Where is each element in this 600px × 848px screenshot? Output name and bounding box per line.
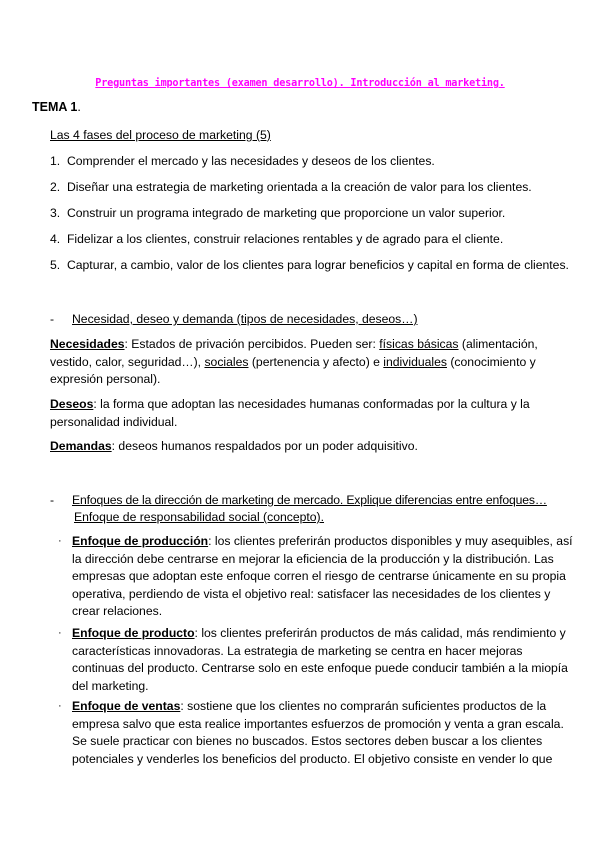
list-item (50, 180, 532, 194)
section-dash: - (50, 312, 55, 326)
paragraph-text: (conocimiento y expresión personal). (50, 354, 536, 386)
bullet: · (58, 627, 62, 639)
paragraph-text: : la forma que adoptan las necesidades humanas conformadas por la cultura y la personalidad individual. (50, 397, 530, 429)
list-number: 1. (50, 154, 61, 168)
enfoque-produccion-paragraph (72, 533, 577, 621)
list-item (50, 154, 435, 168)
list-text: Comprender el mercado y las necesidades y deseos de los clientes. (66, 154, 435, 168)
bullet: · (58, 535, 62, 547)
list-text: Diseñar una estrategia de marketing orientada a la creación de valor para los clientes. (66, 180, 532, 194)
paragraph-text: : sostiene que los clientes no comprarán suficientes productos de la empresa salvo que esta realice importantes esfuerzos de promoción y venta a gran escala. Se suele practicar con bienes no buscados. Estos sectores deben buscar a los clientes potenciales y venderles los beneficios del producto. El objetivo consiste en vender lo que (72, 699, 564, 766)
paragraph-text: (alimentación, vestido, calor, seguridad…), (50, 337, 538, 369)
paragraph-text: : Estados de privación percibidos. Pueden ser: (124, 337, 380, 351)
list-number: 3. (50, 206, 61, 220)
bullet: · (58, 700, 62, 712)
list-item (50, 206, 505, 220)
deseos-paragraph (50, 396, 550, 431)
enfoque-ventas-paragraph (72, 698, 572, 768)
deseos-term: Deseos (50, 397, 94, 411)
list-item (50, 232, 503, 246)
tema-heading (32, 100, 81, 114)
enfoque-produccion-term: Enfoque de producción (72, 534, 209, 548)
tema-label: TEMA 1 (32, 100, 78, 114)
paragraph-text: (pertenencia y afecto) e (248, 354, 384, 369)
paragraph-text: : deseos humanos respaldados por un poder adquisitivo. (111, 439, 418, 453)
list-number: 2. (50, 180, 61, 194)
tema-suffix: . (77, 100, 81, 114)
list-text: Capturar, a cambio, valor de los clientes para lograr beneficios y capital en forma de clientes. (66, 258, 569, 272)
list-text: Fidelizar a los clientes, construir relaciones rentables y de agrado para el cliente. (66, 232, 504, 246)
enfoque-producto-term: Enfoque de producto (72, 626, 195, 640)
list-text: Construir un programa integrado de marketing que proporcione un valor superior. (66, 206, 506, 220)
demandas-term: Demandas (50, 439, 112, 453)
paragraph-text: : los clientes preferirán productos de más calidad, más rendimiento y características innovadoras. La estrategia de marketing se centra en hacer mejoras continuas del producto. Centrarse solo en este enfoque puede conducir también a la miopía del marketing. (72, 626, 568, 693)
list-item (50, 258, 569, 272)
demandas-paragraph (50, 438, 570, 456)
list-number: 4. (50, 232, 61, 246)
necesidades-paragraph (50, 336, 570, 389)
enfoques-heading-line2: Enfoque de responsabilidad social (concepto). (74, 510, 325, 524)
necesidades-term: Necesidades (50, 337, 125, 351)
list-number: 5. (50, 258, 61, 272)
document-title: Preguntas importantes (examen desarrollo). Introducción al marketing. (95, 78, 505, 89)
section-dash: - (50, 493, 55, 507)
fisicas-term: físicas básicas (379, 337, 459, 351)
enfoques-heading-line1: Enfoques de la dirección de marketing de mercado. Explique diferencias entre enfoques… (72, 493, 547, 507)
necesidad-heading: Necesidad, deseo y demanda (tipos de necesidades, deseos…) (72, 312, 418, 326)
paragraph-text: : los clientes preferirán productos disponibles y muy asequibles, así la dirección debe centrarse en mejorar la eficiencia de la producción y la distribución. Las empresas que adoptan este enfoque corren el riesgo de centrarse únicamente en su propia operativa, perdiendo de vista el objetivo real: satisfacer las necesidades de los clientes y crear relaciones. (72, 534, 573, 618)
enfoque-producto-paragraph (72, 625, 572, 695)
fases-heading: Las 4 fases del proceso de marketing (5) (50, 128, 271, 142)
sociales-term: sociales (204, 354, 249, 369)
enfoque-ventas-term: Enfoque de ventas (72, 699, 181, 713)
individuales-term: individuales (383, 354, 447, 369)
